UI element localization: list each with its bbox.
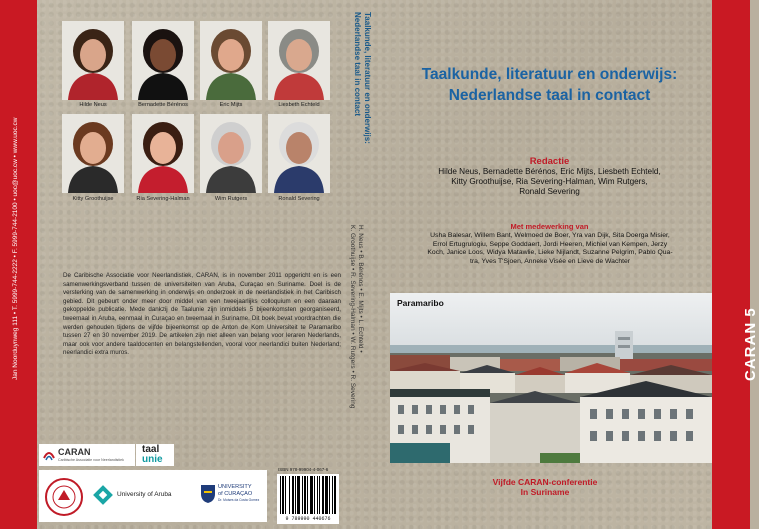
editor-photo bbox=[62, 21, 124, 100]
barcode-bar bbox=[307, 476, 308, 514]
editor-name: Bernadette Bérénos bbox=[138, 102, 188, 108]
spine-title bbox=[352, 12, 372, 144]
barcode-bar bbox=[289, 476, 290, 514]
portrait-image bbox=[132, 114, 194, 193]
medewerking-line: tra, Yves T'Sjoen, Anneke Visée en Lieve de Wachter bbox=[469, 257, 631, 265]
portrait-image bbox=[268, 114, 330, 193]
barcode-bar bbox=[334, 476, 336, 514]
redactie-heading: Redactie bbox=[529, 156, 570, 167]
medewerking-line: Errol Ertugrulogiu, Seppe Goddaert, Jordi Heeren, Michiel van Kempen, Jerzy bbox=[432, 240, 668, 248]
spine-authors-line2: K. Groothuijse • R. Severing-Halman • W. Rutgers • R. Severing bbox=[349, 225, 356, 409]
caran-logo-subtitle: Caribische Associatie voor Neerlandistiek bbox=[58, 458, 124, 462]
taalunie-logo-text-1: taal bbox=[142, 444, 160, 455]
editor-photo bbox=[268, 114, 330, 193]
redactie-line: Ronald Severing bbox=[519, 187, 580, 196]
paramaribo-cityscape-image bbox=[390, 293, 712, 463]
portrait-image bbox=[200, 114, 262, 193]
redactie-line: Kitty Groothuijse, Ria Severing-Halman, Wim Rutgers, bbox=[451, 177, 648, 186]
taalunie-logo-text-2: unie bbox=[142, 454, 163, 465]
conference-line1: Vijfde CARAN-conferentie bbox=[492, 477, 598, 487]
barcode-bar bbox=[310, 476, 313, 514]
back-cover-blurb: De Caribische Associatie voor Neerlandistiek, CARAN, is in november 2011 opgericht en is een samenwerkingsverband tussen de universiteiten van Aruba, Curaçao en Suriname. Doel is de versterking van de samenwerking in onderwijs en onderzoek in de neerlandistiek in het Caribisch gebied. Dit gebeurt onder meer door middel van een tweejaarlijks colloquium en een daaraan gekoppelde publicatie. Mede dankzij de Taalunie zijn inmiddels 5 bijeenkomsten georganiseerd, tweemaal in Aruba, eenmaal in Curaçao en tweemaal in Suriname. Dit boek bevat voordrachten die werden gehouden tijdens de vijfde bijeenkomst op de Anton de Kom Universiteit te Paramaribo tussen 27 en 30 november 2019. De artikelen zijn niet alleen van belang voor leraren Nederlands, maar ook voor andere taaldocenten en belangstellenden, vooral voor neerlandici buiten Nederland; neerlandici extra muros. bbox=[63, 272, 341, 357]
spine-title-line1: Taalkunde, literatuur en onderwijs: bbox=[363, 12, 372, 144]
city-label: Paramaribo bbox=[397, 298, 444, 308]
portrait-image bbox=[132, 21, 194, 100]
redactie-names bbox=[392, 167, 707, 197]
curacao-logo-line3: Dr. Moises da Costa Gomez bbox=[218, 498, 260, 502]
redactie-line: Hilde Neus, Bernadette Bérénos, Eric Mijts, Liesbeth Echteld, bbox=[438, 167, 661, 176]
barcode-bar bbox=[285, 476, 286, 514]
aruba-diamond-icon bbox=[92, 484, 114, 506]
series-label: CARAN 5 bbox=[742, 307, 759, 381]
barcode-bars bbox=[277, 474, 339, 516]
curacao-logo-line2: of CURAÇAO bbox=[218, 491, 253, 497]
spine-title-line2: Nederlandse taal in contact bbox=[353, 12, 362, 117]
editor-photo bbox=[200, 21, 262, 100]
adek-university-seal bbox=[45, 478, 83, 516]
isbn-number: ISBN 978-99904-4-067-6 bbox=[278, 467, 329, 472]
barcode-bar bbox=[292, 476, 294, 514]
curacao-shield-icon bbox=[200, 484, 216, 504]
medewerking-line: Koch, Janice Loos, Widya Matawlie, Lieke Nijlandt, Suzanne Pelgrim, Pablo Qua- bbox=[427, 249, 673, 257]
medewerking-line: Usha Balesar, Willem Bant, Welmoed de Boer, Yra van Dijk, Sita Doerga Misier, bbox=[430, 232, 670, 239]
barcode-bar bbox=[297, 476, 300, 514]
front-cover-edge-strip bbox=[712, 0, 750, 529]
editor-photo bbox=[268, 21, 330, 100]
editor-name: Liesbeth Echteld bbox=[278, 102, 320, 108]
adek-seal-icon bbox=[47, 480, 81, 514]
spine-authors bbox=[348, 225, 364, 408]
barcode-bar bbox=[282, 476, 284, 514]
editor-name: Wim Rutgers bbox=[214, 196, 248, 202]
barcode bbox=[277, 474, 339, 524]
barcode-bar bbox=[322, 476, 324, 514]
editor-name: Ria Severing-Halman bbox=[136, 196, 190, 202]
barcode-bar bbox=[329, 476, 330, 514]
curacao-logo-line1: UNIVERSITY bbox=[218, 484, 252, 490]
editor-name: Hilde Neus bbox=[79, 102, 107, 108]
paramaribo-photo bbox=[390, 293, 712, 463]
portrait-image bbox=[268, 21, 330, 100]
editor-photo bbox=[132, 114, 194, 193]
portrait-image bbox=[200, 21, 262, 100]
caran-logo-text: CARAN bbox=[58, 447, 91, 457]
editor-name: Ronald Severing bbox=[278, 196, 320, 202]
barcode-bar bbox=[319, 476, 320, 514]
spine-authors-line1: H. Neus • B. Bérénos • E. Mijts • L. Echteld • bbox=[357, 225, 364, 353]
barcode-bar bbox=[302, 476, 303, 514]
barcode-bar bbox=[325, 476, 328, 514]
barcode-bar bbox=[317, 476, 318, 514]
barcode-bar bbox=[295, 476, 296, 514]
barcode-digits: 9 789990 440676 bbox=[285, 516, 331, 522]
medewerking-names bbox=[390, 232, 710, 266]
barcode-bar bbox=[314, 476, 315, 514]
university-of-aruba-logo bbox=[92, 484, 172, 506]
taalunie-logo bbox=[136, 444, 174, 466]
conference-line2: In Suriname bbox=[520, 487, 570, 497]
portrait-image bbox=[62, 114, 124, 193]
book-title-line1: Taalkunde, literatuur en onderwijs: bbox=[421, 66, 678, 83]
conference-subtitle bbox=[400, 477, 690, 497]
university-of-curacao-logo bbox=[200, 484, 264, 512]
contact-details: Jan Noorduynweg 111 • T. 5999-744-2222 • F. 5999-744-2100 • uoc@uoc.cw • www.uoc.cw bbox=[12, 117, 19, 380]
editor-name: Kitty Groothuijse bbox=[72, 196, 114, 202]
editor-photo bbox=[200, 114, 262, 193]
caran-emblem-icon bbox=[42, 448, 56, 462]
editor-name: Eric Mijts bbox=[219, 102, 243, 108]
caran-logo bbox=[39, 444, 135, 466]
editor-photo bbox=[132, 21, 194, 100]
barcode-bar bbox=[280, 476, 281, 514]
book-title-line2: Nederlandse taal in contact bbox=[448, 87, 651, 104]
editor-photo bbox=[62, 114, 124, 193]
portrait-image bbox=[62, 21, 124, 100]
aruba-logo-text: University of Aruba bbox=[117, 491, 172, 498]
barcode-bar bbox=[304, 476, 306, 514]
book-title bbox=[387, 64, 712, 106]
barcode-bar bbox=[332, 476, 333, 514]
medewerking-heading: Met medewerking van bbox=[510, 222, 589, 231]
